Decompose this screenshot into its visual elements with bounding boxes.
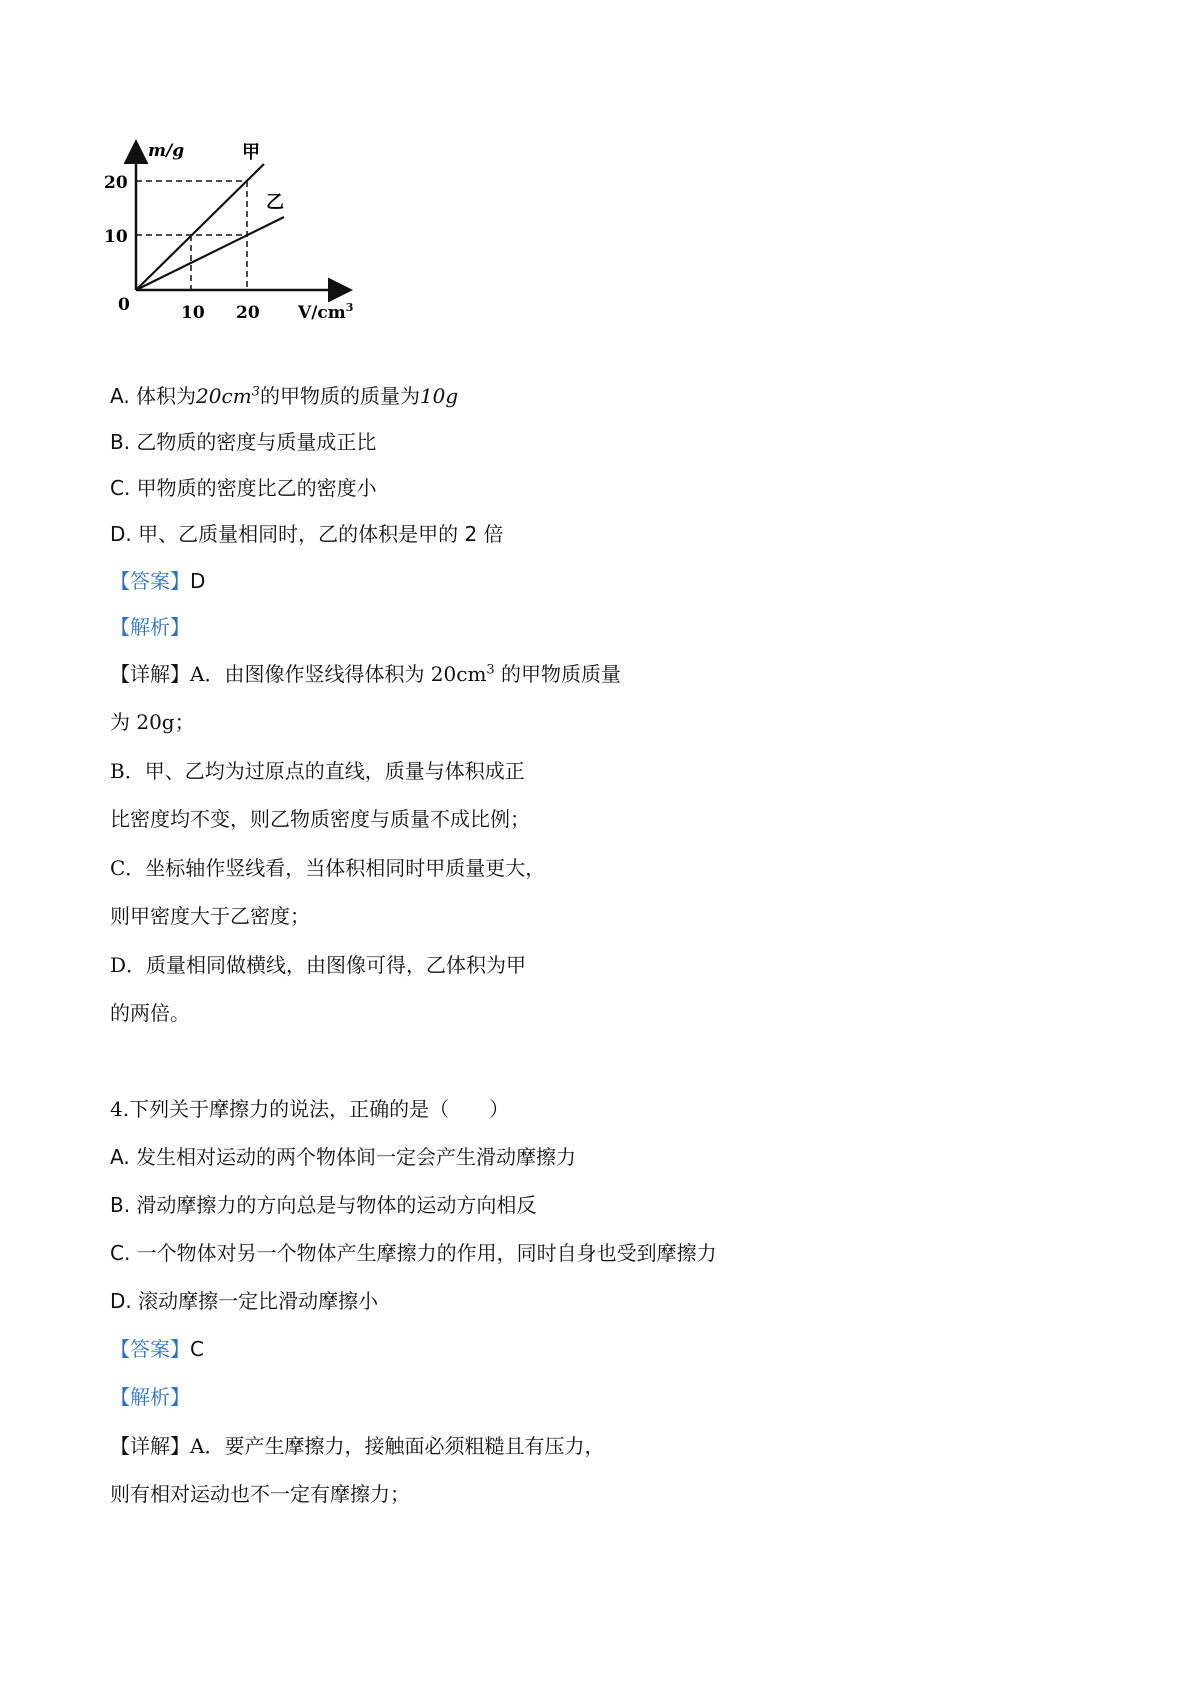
q4-analysis-tag: 【解析】 [110, 1385, 190, 1409]
q4-detail-line-2: 则有相对运动也不一定有摩擦力； [110, 1482, 410, 1506]
series-yi-label: 乙 [266, 192, 284, 213]
q3-detail-line-6: 则甲密度大于乙密度； [110, 904, 310, 928]
q3-detail-line-2: 为 20g； [110, 710, 195, 734]
answer-value: D [190, 569, 206, 593]
q3-detail-line-5: C．坐标轴作竖线看，当体积相同时甲质量更大， [110, 856, 546, 880]
series-jia-label: 甲 [242, 142, 260, 163]
q3-detail-line-3: B．甲、乙均为过原点的直线，质量与体积成正 [110, 759, 525, 783]
y-tick-20: 20 [104, 173, 128, 193]
answer-tag: 【答案】 [110, 569, 190, 593]
q3-option-c: C. 甲物质的密度比乙的密度小 [110, 476, 377, 500]
q4-option-c: C. 一个物体对另一个物体产生摩擦力的作用，同时自身也受到摩擦力 [110, 1241, 717, 1265]
graph-svg [104, 140, 408, 350]
answer-value: C [190, 1337, 204, 1361]
x-axis-label: $V/cm^3$ [298, 301, 354, 323]
q3-detail-line-8: 的两倍。 [110, 1001, 190, 1025]
y-axis-label: m/g [148, 141, 185, 161]
q4-option-a: A. 发生相对运动的两个物体间一定会产生滑动摩擦力 [110, 1145, 577, 1169]
x-tick-10: 10 [181, 303, 205, 323]
mass-volume-graph [104, 140, 408, 350]
q3-detail-line-7: D．质量相同做横线，由图像可得，乙体积为甲 [110, 953, 527, 977]
series-yi-line [136, 217, 284, 290]
q4-stem: 4.下列关于摩擦力的说法，正确的是（ ） [110, 1097, 510, 1121]
q4-detail-line-1: 【详解】A．要产生摩擦力，接触面必须粗糙且有压力， [110, 1434, 605, 1458]
q3-option-d: D. 甲、乙质量相同时，乙的体积是甲的 2 倍 [110, 522, 504, 546]
q3-option-a: A. 体积为$20cm^3$的甲物质的质量为10g [110, 384, 459, 408]
q4-answer [110, 1335, 204, 1363]
series-jia-line [136, 164, 264, 290]
q3-option-b: B. 乙物质的密度与质量成正比 [110, 430, 377, 454]
q3-detail-line-4: 比密度均不变，则乙物质密度与质量不成比例； [110, 807, 530, 831]
q3-detail-line-1: 【详解】A．由图像作竖线得体积为 $20cm^3$ 的甲物质质量 [110, 662, 622, 686]
q3-answer [110, 567, 205, 595]
answer-tag: 【答案】 [110, 1337, 190, 1361]
q4-option-d: D. 滚动摩擦一定比滑动摩擦小 [110, 1289, 379, 1313]
origin-label: 0 [118, 295, 130, 315]
q4-option-b: B. 滑动摩擦力的方向总是与物体的运动方向相反 [110, 1193, 537, 1217]
q3-analysis-tag: 【解析】 [110, 615, 190, 639]
x-tick-20: 20 [236, 303, 260, 323]
y-tick-10: 10 [104, 227, 128, 247]
